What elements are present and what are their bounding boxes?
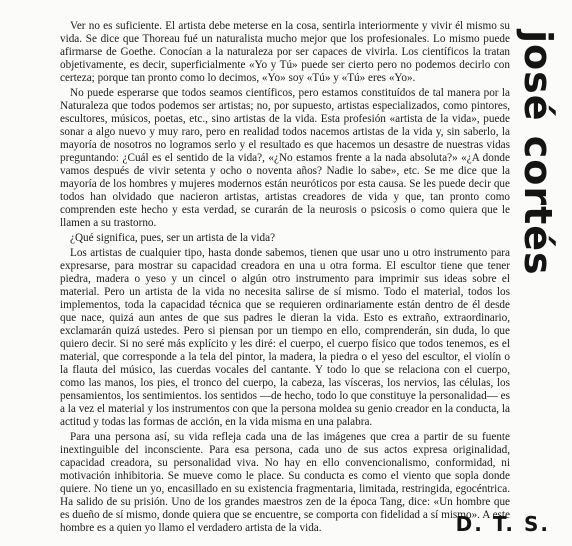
author-name: josé cortés (516, 30, 560, 276)
vertical-title (516, 18, 560, 288)
article-body (60, 20, 510, 535)
paragraph: No puede esperarse que todos seamos científicos, pero estamos constituídos de tal manera por la Naturaleza que todos podemos ser artistas; no, por supuesto, artistas especializados, como pintores, escultores, músicos, poetas, etc., sino artistas de la vida. Esta profesión «artista de la vida», puede sonar a algo nuevo y muy raro, pero en realidad todos nacemos artistas de la vida y, sin saberlo, la mayoría de nosotros no logramos serlo y el resultado es que hacemos un desastre de nuestras vidas preguntando: ¿Cuál es el sentido de la vida?, «¿No estamos frente a la nada absoluta?» «¿A donde vamos después de vivir setenta y ocho o noventa años? Nadie lo sabe», etc. Se me dice que la mayoría de los hombres y mujeres modernos están neuróticos por esta causa. Se les puede decir que todos han olvidado que nacieron artistas, artistas creadores de vida y que, tan pronto como comprenden este hecho y esta verdad, se curarán de la neurosis o psicosis o como quiera que le llamen a su trastorno. (60, 87, 510, 229)
paragraph: Ver no es suficiente. El artista debe meterse en la cosa, sentirla interiormente y vivir él mismo su vida. Se dice que Thoreau fué un naturalista mucho mejor que los profesionales. Lo mismo puede afirmarse de Goethe. Conocían a la naturaleza por ser capaces de vivirla. Los científicos la tratan objetivamente, es decir, superficialmente «Yo y Tú» puede ser cierto pero no podemos decirlo con certeza; porque tan pronto como lo decimos, «Yo» soy «Tú» y «Tú» eres «Yo». (60, 20, 510, 84)
paragraph: Los artistas de cualquier tipo, hasta donde sabemos, tienen que usar uno u otro instrumento para expresarse, para mostrar su capacidad creadora en una u otra forma. El escultor tiene que tener piedra, madera o yeso y un cincel o algún otro instrumento para imprimir sus ideas sobre el material. Pero un artista de la vida no necesita salirse de sí mismo. Todo el material, todos los implementos, toda la capacidad técnica que se requieren ordinariamente están dentro de él desde que nace, quizá aun antes de que sus padres le dieran la vida. Esto es extraño, extraordinario, exclamarán quizá ustedes. Pero si piensan por un tiempo en ello, comprenderán, sin duda, lo que quiero decir. Si no seré más explícito y les diré: el cuerpo, el cuerpo físico que todos tenemos, es el material, que corresponde a la tela del pintor, la madera, la piedra o el yeso del escultor, el violín o la flauta del músico, las cuerdas vocales del cantante. Y todo lo que se relaciona con el cuerpo, como las manos, los pies, el tronco del cuerpo, la cabeza, las vísceras, los nervios, las células, los pensamientos, los sentimientos. los sentidos —de hecho, todo lo que constituye la personalidad— es a la vez el material y los instrumentos con que la persona moldea su genio creador en la conducta, la actitud y todas las formas de acción, en la vida misma en una palabra. (60, 247, 510, 428)
paragraph: ¿Qué significa, pues, ser un artista de la vida? (70, 232, 276, 244)
paragraph: Para una persona así, su vida refleja cada una de las imágenes que crea a partir de su fuente inextinguible del inconsciente. Para esa persona, cada uno de sus actos expresa originalidad, capacidad creadora, su personalidad viva. No hay en ello convencionalismo, conformidad, ni motivación inhibitoria. Se mueve como le place. Su conducta es como el viento que sopla donde quiere. No tiene un yo, encasillado en su existencia fragmentaria, limitada, restringida, egocéntrica. Ha salido de su prisión. Uno de los grandes maestros zen de la época Tang, dice: «Un hombre que es dueño de sí mismo, donde quiera que se encuentre, se comporta con fidelidad a sí mismo». A este hombre es a quien yo llamo el verdadero artista de la vida. (60, 431, 510, 534)
signature: D. T. S. (455, 512, 550, 536)
